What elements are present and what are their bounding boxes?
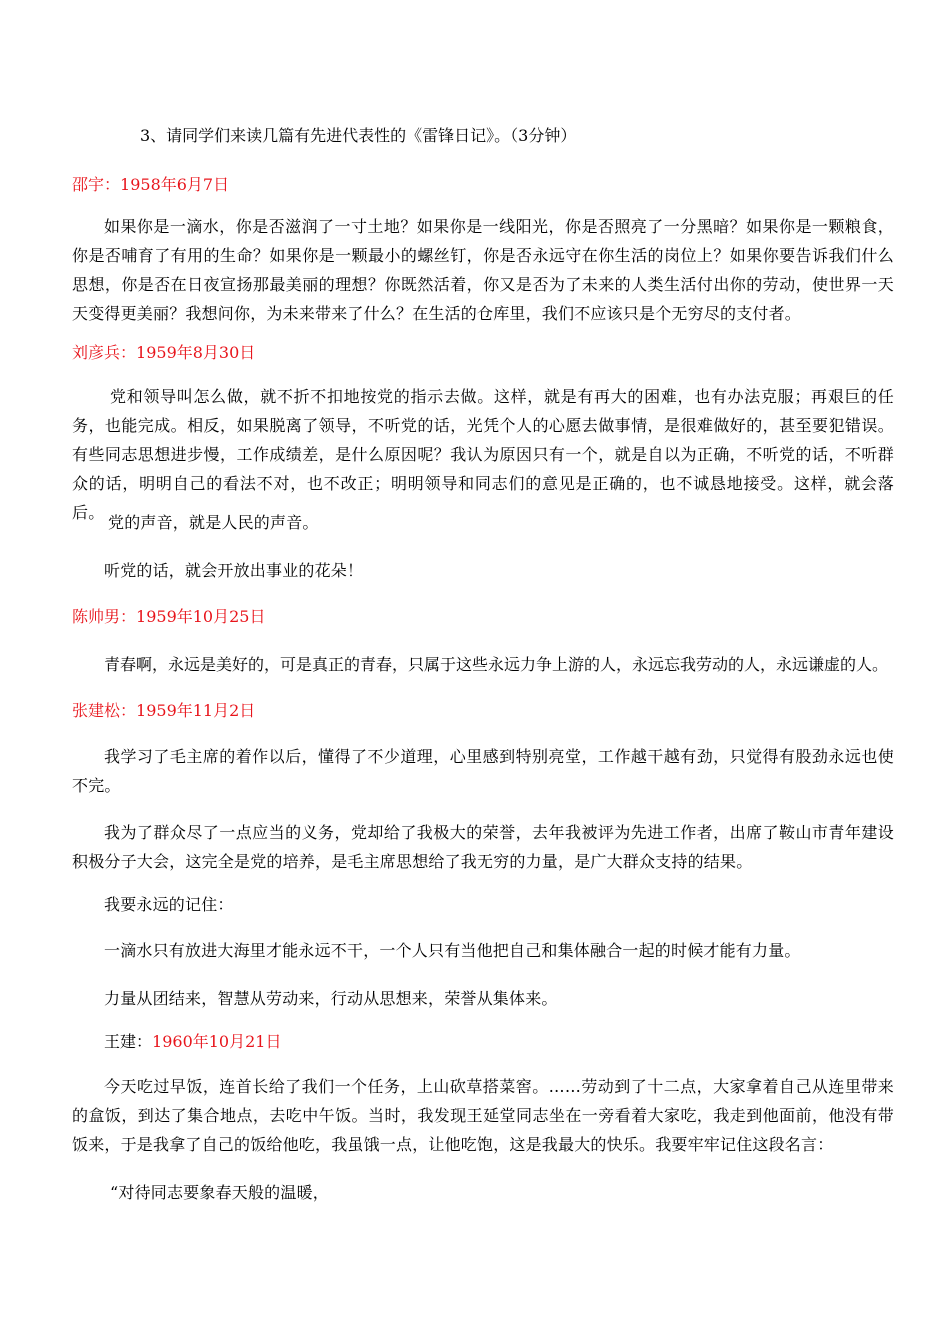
diary-date: 1959年10月25日 [136, 607, 266, 626]
diary-date: 1959年8月30日 [136, 343, 256, 362]
diary-date: 1958年6月7日 [120, 175, 230, 194]
diary-paragraph: 如果你是一滴水，你是否滋润了一寸土地？如果你是一线阳光，你是否照亮了一分黑暗？如果你是一颗粮食，你是否哺育了有用的生命？如果你是一颗最小的螺丝钉，你是否永远守在你生活的岗位上？如果你要告诉我们什么思想，你是否在日夜宣扬那最美丽的理想？你既然活着，你又是否为了未来的人类生活付出你的劳动，使世界一天天变得更美丽？我想问你，为未来带来了什么？在生活的仓库里，我们不应该只是个无穷尽的支付者。 [72, 217, 894, 323]
diary-entry-header [72, 342, 255, 364]
diary-date: 1960年10月21日 [152, 1032, 282, 1051]
diary-entry-header [72, 174, 229, 196]
diary-paragraph: 我为了群众尽了一点应当的义务，党却给了我极大的荣誉，去年我被评为先进工作者，出席了鞍山市青年建设积极分子大会，这完全是党的培养，是毛主席思想给了我无穷的力量，是广大群众支持的结果。 [72, 823, 894, 871]
diary-date: 1959年11月2日 [136, 701, 256, 720]
diary-author: 邵宇 [72, 175, 105, 194]
diary-paragraph: 力量从团结来，智慧从劳动来，行动从思想来，荣誉从集体来。 [104, 989, 558, 1008]
diary-paragraph: 听党的话，就会开放出事业的花朵！ [104, 561, 364, 580]
diary-paragraph: 一滴水只有放进大海里才能永远不干，一个人只有当他把自己和集体融合一起的时候才能有力量。 [104, 941, 801, 960]
diary-paragraph: 我学习了毛主席的着作以后，懂得了不少道理，心里感到特别亮堂，工作越干越有劲，只觉得有股劲永远也使不完。 [72, 747, 894, 795]
diary-paragraph: 我要永远的记住： [104, 895, 234, 914]
diary-paragraph: “对待同志要象春天般的温暖， [110, 1183, 329, 1202]
separator: ： [136, 1032, 153, 1051]
diary-paragraph: 今天吃过早饭，连首长给了我们一个任务，上山砍草搭菜窖。……劳动到了十二点，大家拿着自己从连里带来的盒饭，到达了集合地点，去吃中午饭。当时，我发现王延堂同志坐在一旁看着大家吃，我走到他面前，他没有带饭来，于是我拿了自己的饭给他吃，我虽饿一点，让他吃饱，这是我最大的快乐。我要牢牢记住这段名言： [72, 1077, 894, 1154]
diary-author: 刘彦兵 [72, 343, 121, 362]
separator: ： [120, 343, 137, 362]
section-heading: 3、请同学们来读几篇有先进代表性的《雷锋日记》。（3分钟） [140, 126, 577, 145]
diary-entry-header [104, 1031, 281, 1053]
diary-paragraph: 党的声音，就是人民的声音。 [108, 513, 319, 532]
diary-author: 王建 [104, 1032, 137, 1051]
separator: ： [120, 607, 137, 626]
diary-author: 张建松 [72, 701, 121, 720]
separator: ： [104, 175, 121, 194]
diary-paragraph: 青春啊，永远是美好的，可是真正的青春，只属于这些永远力争上游的人，永远忘我劳动的人，永远谦虚的人。 [104, 655, 889, 674]
diary-entry-header [72, 606, 265, 628]
separator: ： [120, 701, 137, 720]
diary-entry-header [72, 700, 255, 722]
diary-paragraph: 党和领导叫怎么做，就不折不扣地按党的指示去做。这样，就是有再大的困难，也有办法克服；再艰巨的任务，也能完成。相反，如果脱离了领导，不听党的话，光凭个人的心愿去做事情，是很难做好的，甚至要犯错误。有些同志思想进步慢，工作成绩差，是什么原因呢？我认为原因只有一个，就是自以为正确，不听党的话，不听群众的话，明明自己的看法不对，也不改正；明明领导和同志们的意见是正确的，也不诚恳地接受。这样，就会落后。 [72, 387, 894, 522]
diary-author: 陈帅男 [72, 607, 121, 626]
